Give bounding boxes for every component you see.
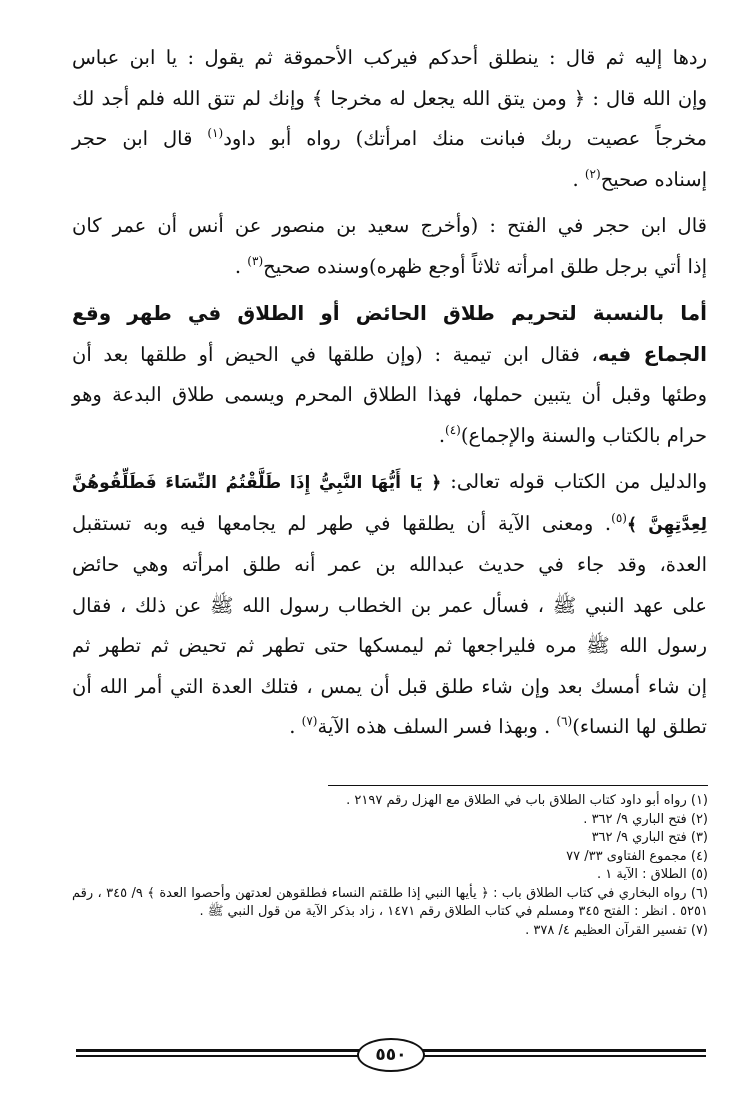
- text-line: [72, 334, 707, 376]
- footnote: (٣) فتح الباري ٩/ ٣٦٢: [591, 830, 708, 845]
- footnote: (٥) الطلاق : الآية ١ .: [597, 867, 708, 882]
- footnote-separator: [328, 785, 708, 786]
- text-line: [72, 504, 707, 546]
- paragraph-2: [72, 206, 707, 287]
- text-line: [72, 462, 707, 504]
- footnote: (٦) رواه البخاري في كتاب الطلاق باب : ﴿ يأيها النبي إذا طلقتم النساء فطلقوهن لعدتهن وأحصوا العدة ﴾ ٩/ ٣٤٥ ، رقم ٥٢٥١ . انظر : الفتح ٣٤٥ ومسلم في كتاب الطلاق رقم ١٤٧١ ، زاد بذكر الآية من قول النبي ﷺ .: [72, 885, 709, 919]
- text-span: .: [234, 254, 248, 278]
- text-line-content: وإن الله قال : ﴿ ومن يتق الله يجعل له مخرجا ﴾ وإنك لم تتق الله فلم أجد لك: [72, 86, 707, 110]
- footnote-ref: (٦): [556, 714, 573, 728]
- text-line: قال ابن حجر في الفتح : (وأخرج سعيد بن منصور عن أنس أن عمر كان: [72, 214, 707, 237]
- paragraph-1: [72, 38, 707, 200]
- footnote-ref: (٢): [584, 166, 601, 181]
- paragraph-3: [72, 293, 707, 456]
- page-footer: [76, 1038, 706, 1078]
- text-line: [72, 707, 707, 748]
- paragraph-4: [72, 462, 707, 748]
- text-span: . وبهذا فسر السلف هذه الآية: [317, 715, 557, 738]
- footnote: (٢) فتح الباري ٩/ ٣٦٢ .: [583, 811, 708, 827]
- text-line: [72, 416, 707, 457]
- text-span: إذا أتي برجل طلق امرأته ثلاثاً أوجع ظهره)وسنده صحيح: [263, 254, 707, 278]
- text-span: تطلق لها النساء): [572, 715, 707, 738]
- text-line: [72, 160, 707, 201]
- text-span: حرام بالكتاب والسنة والإجماع): [460, 423, 707, 447]
- text-span: .: [572, 167, 585, 191]
- footnotes: [72, 792, 708, 940]
- quran-verse-end: لِعِدَّتِهِنَّ ﴾: [626, 514, 707, 535]
- text-line: العدة، وقد جاء في حديث عبدالله بن عمر أنه طلق امرأته وهي حائض: [72, 553, 707, 576]
- footnote-ref: (٣): [247, 253, 264, 268]
- text-line: وطئها وقبل أن يتبين حملها، فهذا الطلاق المحرم ويسمى طلاق البدعة وهو: [72, 383, 707, 406]
- text-span: والدليل من الكتاب قوله تعالى:: [441, 470, 707, 493]
- text-line: على عهد النبي ﷺ ، فسأل عمر بن الخطاب رسول الله ﷺ عن ذلك ، فقال: [72, 593, 707, 617]
- footnote: (١) رواه أبو داود كتاب الطلاق باب في الطلاق مع الهزل رقم ٢١٩٧ .: [346, 793, 708, 808]
- text-line: [72, 119, 707, 160]
- section-heading: أما بالنسبة لتحريم طلاق الحائض أو الطلاق في طهر وقع: [72, 301, 707, 325]
- footnote: (٧) تفسير القرآن العظيم ٤/ ٣٧٨ .: [525, 922, 708, 938]
- main-text: [72, 38, 707, 748]
- footnote: (٤) مجموع الفتاوى ٣٣/ ٧٧: [566, 848, 708, 864]
- text-line: [72, 79, 707, 120]
- text-span: .: [438, 423, 446, 447]
- page-number: ٥٥٠: [357, 1038, 425, 1072]
- footnote-ref: (١): [207, 126, 224, 140]
- text-span: إسناده صحيح: [600, 167, 707, 191]
- text-span: مخرجاً عصيت ربك فبانت منك امرأتك) رواه أبو داود: [223, 127, 707, 150]
- text-span: ، فقال ابن تيمية : (وإن طلقها في الحيض أو طلقها بعد أن: [72, 342, 598, 366]
- quran-verse: ﴿ يَا أَيُّهَا النَّبِيُّ إِذَا طَلَّقْتُمُ النِّسَاءَ فَطَلِّقُوهُنَّ: [72, 473, 442, 493]
- text-span: قال ابن حجر: [72, 127, 208, 150]
- text-span: . ومعنى الآية أن يطلقها في طهر لم يجامعها فيه وبه تستقبل: [72, 511, 612, 535]
- footnote-ref: (٧): [301, 714, 318, 728]
- text-line: [72, 247, 707, 288]
- text-line: رسول الله ﷺ مره فليراجعها ثم ليمسكها حتى تطهر ثم تحيض ثم تطهر ثم: [72, 634, 707, 657]
- text-span: .: [289, 715, 302, 738]
- footnote-ref: (٤): [445, 422, 461, 437]
- footnote-ref: (٥): [611, 510, 627, 525]
- text-line: ردها إليه ثم قال : ينطلق أحدكم فيركب الأحموقة ثم يقول : يا ابن عباس: [72, 46, 707, 69]
- section-heading-end: الجماع فيه: [597, 341, 707, 366]
- text-line: إن شاء أمسك بعد وإن شاء طلق قبل أن يمس ، فتلك العدة التي أمر الله أن: [72, 674, 707, 698]
